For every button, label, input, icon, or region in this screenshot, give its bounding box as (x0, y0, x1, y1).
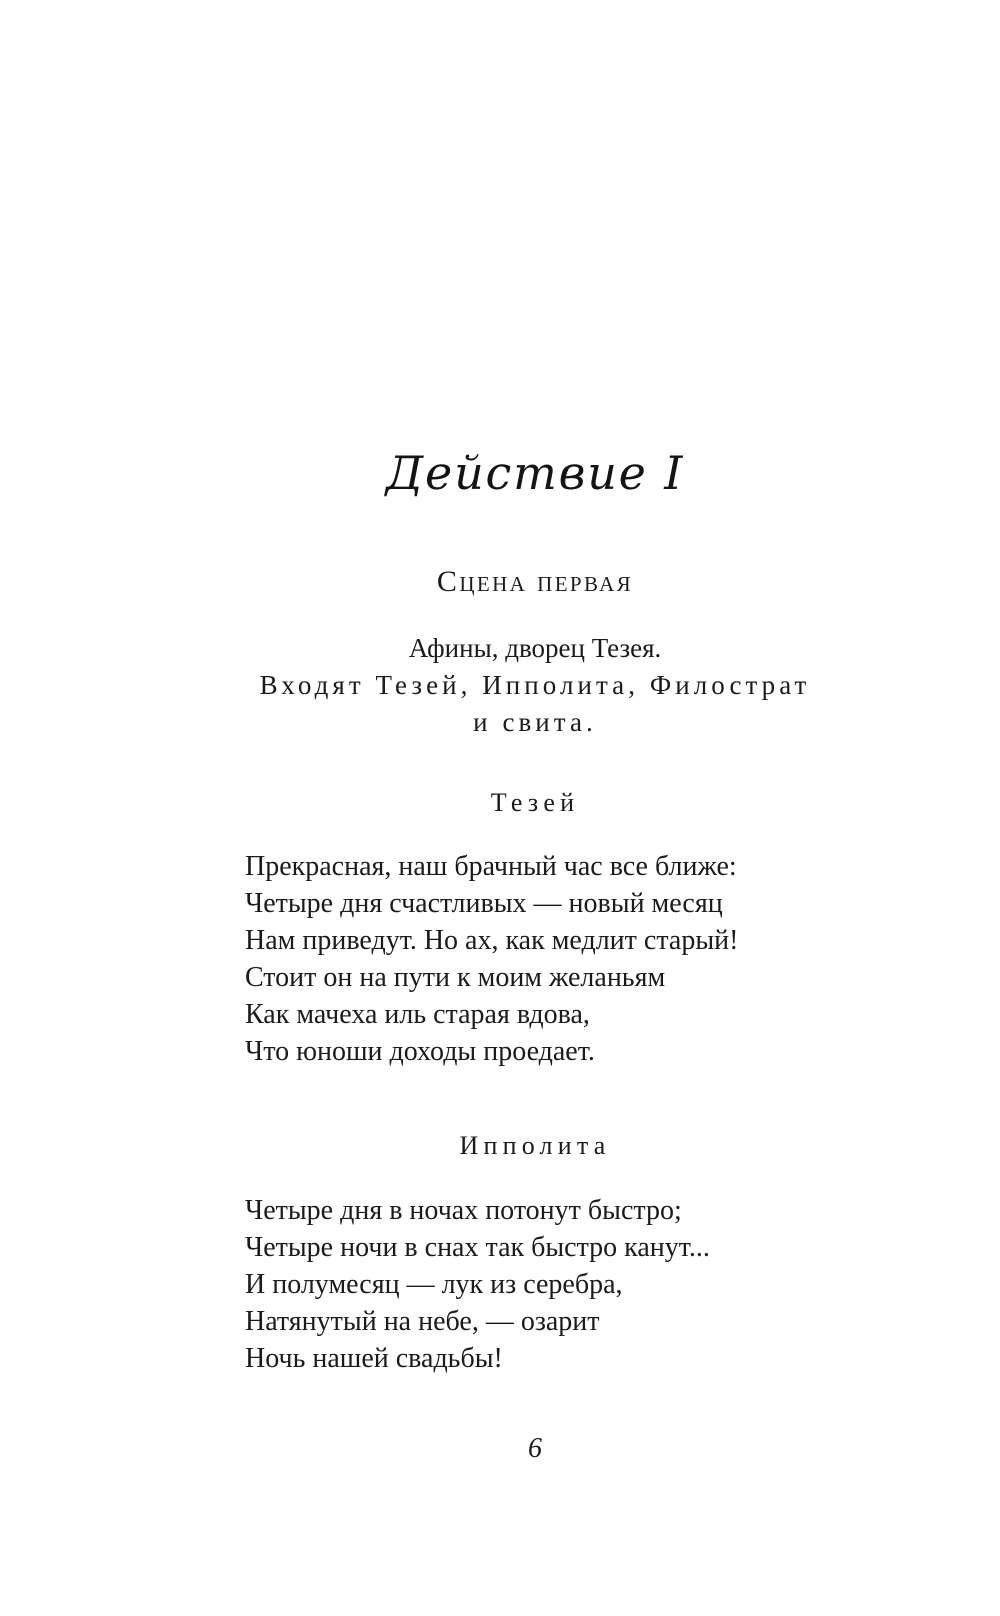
stage-directions (245, 630, 825, 741)
verse-line: Натянутый на небе, — озарит (245, 1305, 600, 1337)
verse-line: Прекрасная, наш брачный час все ближе: (245, 851, 737, 883)
verse-line: Как мачеха иль старая вдова, (245, 999, 590, 1031)
speech-theseus (245, 787, 825, 1070)
stage-direction-retinue: и свита. (473, 707, 597, 738)
verse-line: Что юноши доходы проедает. (245, 1036, 595, 1068)
verse-line: Четыре дня счастливых — новый месяц (245, 888, 723, 920)
page-number: 6 (528, 1432, 542, 1464)
verse-line: Стоит он на пути к моим желаньям (245, 962, 666, 994)
verse-line: И полумесяц — лук из серебра, (245, 1268, 623, 1300)
verse-theseus (245, 848, 825, 1070)
speech-hippolyta (245, 1130, 825, 1376)
act-title: Действие I (385, 446, 685, 500)
verse-line: Четыре дня в ночах потонут быстро; (245, 1194, 682, 1226)
text-column (245, 446, 825, 1465)
verse-line: Четыре ночи в снах так быстро канут... (245, 1231, 710, 1263)
stage-direction-entrance: Входят Тезей, Ипполита, Филострат (259, 670, 811, 701)
verse-line: Нам приведут. Но ах, как медлит старый! (245, 925, 739, 957)
character-name-theseus: Тезей (490, 788, 580, 818)
verse-hippolyta (245, 1192, 825, 1377)
scene-title: Сцена первая (436, 565, 634, 599)
verse-line: Ночь нашей свадьбы! (245, 1342, 503, 1374)
stage-direction-location: Афины, дворец Тезея. (408, 633, 662, 664)
character-name-hippolyta: Ипполита (459, 1131, 611, 1161)
